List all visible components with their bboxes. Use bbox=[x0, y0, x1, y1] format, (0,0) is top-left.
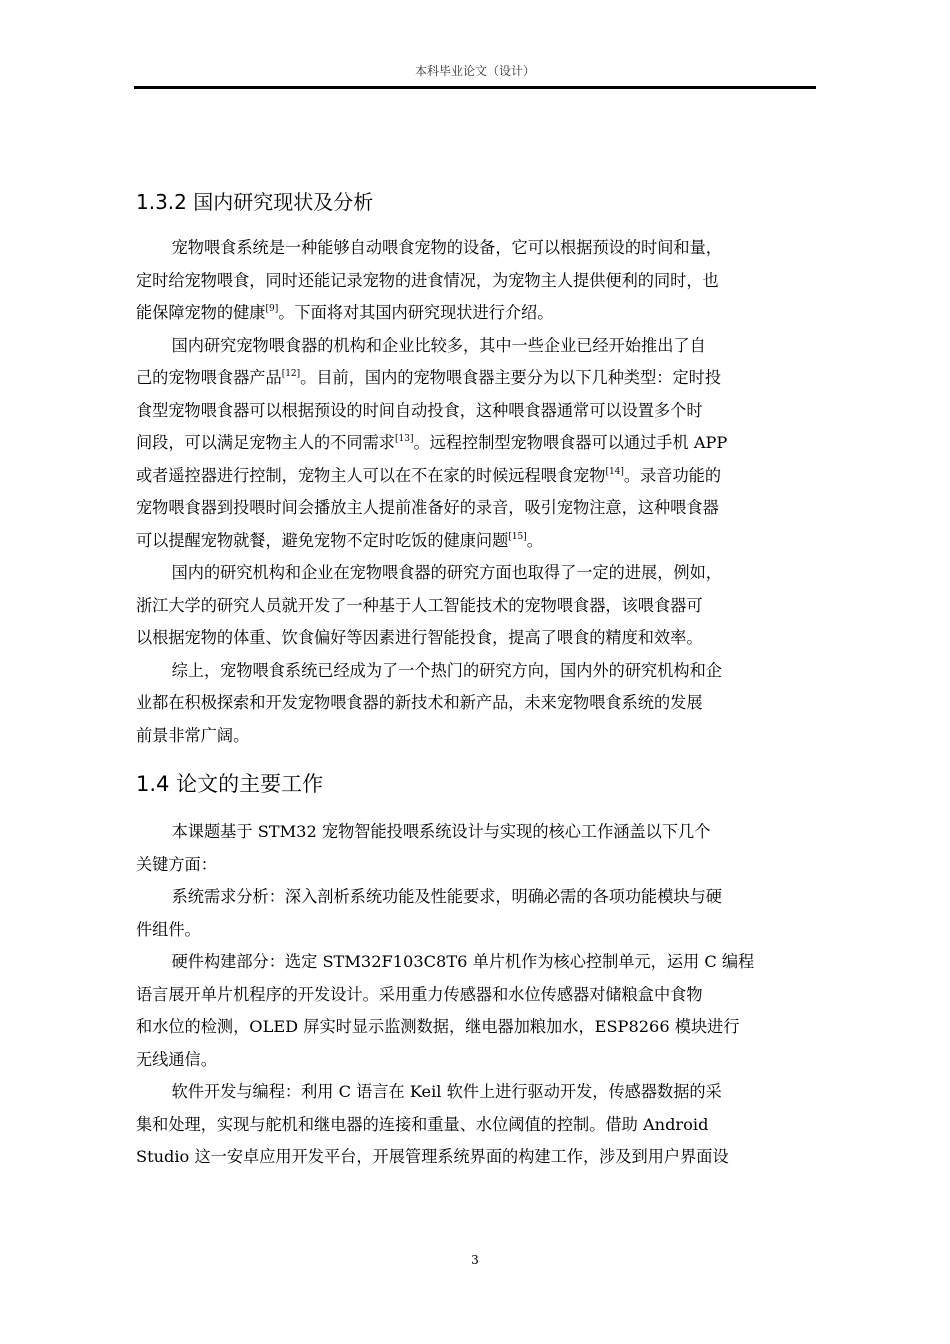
paragraph bbox=[136, 655, 816, 753]
text-line: 件组件。 bbox=[136, 919, 201, 939]
text-run: 能保障宠物的健康 bbox=[136, 303, 266, 322]
section-1-4-body bbox=[136, 816, 816, 1174]
text-line: 宠物喂食器到投喂时间会播放主人提前准备好的录音，吸引宠物注意，这种喂食器 bbox=[136, 498, 719, 517]
text-run: 可以提醒宠物就餐，避免宠物不定时吃饭的健康问题 bbox=[136, 530, 509, 550]
paragraph bbox=[136, 557, 816, 655]
header-rule bbox=[134, 86, 816, 89]
text-run: 。目前，国内的宠物喂食器主要分为以下几种类型：定时投 bbox=[300, 368, 722, 387]
section-1-3-2-body bbox=[136, 232, 816, 752]
citation-ref: [14] bbox=[605, 466, 624, 477]
citation-ref: [13] bbox=[395, 434, 414, 444]
paragraph bbox=[136, 1076, 816, 1174]
text-line: 以根据宠物的体重、饮食偏好等因素进行智能投食，提高了喂食的精度和效率。 bbox=[136, 628, 703, 647]
text-line bbox=[136, 297, 816, 330]
text-run: 。下面将对其国内研究现状进行介绍。 bbox=[278, 303, 554, 322]
paragraph bbox=[136, 330, 816, 558]
text-line: 前景非常广阔。 bbox=[136, 725, 250, 745]
text-line: 系统需求分析：深入剖析系统功能及性能要求，明确必需的各项功能模块与硬 bbox=[171, 887, 722, 906]
text-line: 综上，宠物喂食系统已经成为了一个热门的研究方向，国内外的研究机构和企 bbox=[171, 660, 722, 680]
text-line bbox=[136, 362, 816, 395]
text-line: 和水位的检测，OLED 屏实时显示监测数据，继电器加粮加水，ESP8266 模块进行 bbox=[136, 1017, 740, 1036]
text-run: 间段，可以满足宠物主人的不同需求 bbox=[136, 433, 395, 452]
text-line: 无线通信。 bbox=[136, 1049, 217, 1069]
citation-ref: [12] bbox=[281, 369, 301, 379]
text-line: 食型宠物喂食器可以根据预设的时间自动投食，这种喂食器通常可以设置多个时 bbox=[136, 400, 703, 420]
text-run: 。 bbox=[526, 530, 543, 550]
paragraph bbox=[136, 816, 816, 881]
section-heading-1-3-2: 1.3.2 国内研究现状及分析 bbox=[136, 190, 374, 214]
text-run: 。远程控制型宠物喂食器可以通过手机 APP bbox=[413, 433, 728, 452]
text-line: 宠物喂食系统是一种能够自动喂食宠物的设备，它可以根据预设的时间和量， bbox=[171, 238, 722, 257]
text-line: 集和处理，实现与舵机和继电器的连接和重量、水位阈值的控制。借助 Android bbox=[136, 1114, 709, 1134]
page-number: 3 bbox=[471, 1253, 479, 1267]
text-line: 硬件构建部分：选定 STM32F103C8T6 单片机作为核心控制单元，运用 C 编程 bbox=[171, 952, 755, 971]
text-line: 国内研究宠物喂食器的机构和企业比较多，其中一些企业已经开始推出了自 bbox=[171, 335, 706, 355]
text-line: 国内的研究机构和企业在宠物喂食器的研究方面也取得了一定的进展，例如， bbox=[171, 563, 722, 582]
paragraph bbox=[136, 946, 816, 1076]
citation-ref: [15] bbox=[508, 531, 527, 542]
text-run: 或者遥控器进行控制，宠物主人可以在不在家的时候远程喂食宠物 bbox=[136, 465, 606, 485]
text-line: 软件开发与编程：利用 C 语言在 Keil 软件上进行驱动开发，传感器数据的采 bbox=[171, 1082, 722, 1101]
citation-ref: [9] bbox=[265, 304, 279, 314]
text-line: 本课题基于 STM32 宠物智能投喂系统设计与实现的核心工作涵盖以下几个 bbox=[171, 822, 711, 841]
text-line bbox=[136, 427, 816, 460]
text-run: 己的宠物喂食器产品 bbox=[136, 368, 282, 387]
text-run: 。录音功能的 bbox=[623, 465, 722, 485]
running-header: 本科毕业论文（设计） bbox=[414, 64, 535, 78]
text-line: Studio 这一安卓应用开发平台，开展管理系统界面的构建工作，涉及到用户界面设 bbox=[136, 1147, 729, 1166]
text-line: 业都在积极探索和开发宠物喂食器的新技术和新产品，未来宠物喂食系统的发展 bbox=[136, 693, 703, 712]
text-line bbox=[136, 460, 816, 493]
paragraph bbox=[136, 232, 816, 330]
paragraph bbox=[136, 881, 816, 946]
text-line: 关键方面： bbox=[136, 854, 217, 874]
text-line: 语言展开单片机程序的开发设计。采用重力传感器和水位传感器对储粮盒中食物 bbox=[136, 984, 703, 1004]
text-line: 定时给宠物喂食，同时还能记录宠物的进食情况，为宠物主人提供便利的同时，也 bbox=[136, 270, 719, 290]
text-line bbox=[136, 525, 816, 558]
section-heading-1-4: 1.4 论文的主要工作 bbox=[136, 772, 324, 796]
text-line: 浙江大学的研究人员就开发了一种基于人工智能技术的宠物喂食器，该喂食器可 bbox=[136, 595, 703, 615]
